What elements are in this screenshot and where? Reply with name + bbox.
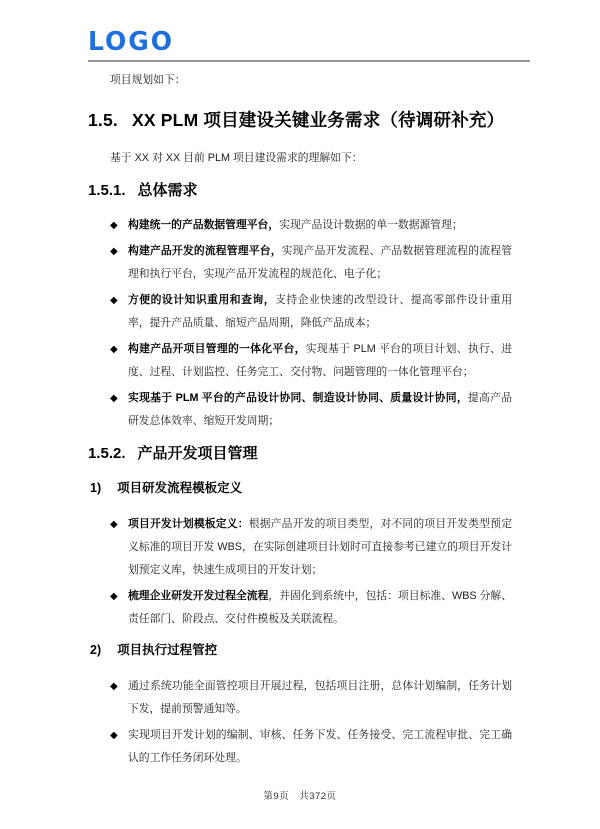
heading-number: 1.5.1.	[88, 182, 126, 199]
heading-number: 1)	[90, 481, 102, 495]
list-item	[110, 289, 512, 335]
heading-title: 项目执行过程管控	[117, 643, 218, 657]
section-heading-1-5-2	[88, 443, 512, 465]
bullet-body-text: 根据产品开发的项目类型，对不同的项目开发类型预定义标准的项目开发 WBS，在实际创建项目计划时可直接参考已建立的项目开发计划预定义库，快速生成项目的开发计划；	[128, 518, 513, 576]
bullet-lead-text: 实现基于 PLM 平台的产品设计协同、制造设计协同、质量设计协同，	[128, 392, 468, 404]
bullet-body-text: 实现基于 PLM 平台的项目计划、执行、进度、过程、计划监控、任务完工、交付物、问题管理的一体化管理平台；	[128, 343, 513, 378]
diamond-bullet-icon: ◆	[110, 246, 118, 257]
diamond-bullet-icon: ◆	[110, 681, 118, 692]
bullet-lead-text: 构建统一的产品数据管理平台，	[128, 219, 280, 231]
diamond-bullet-icon: ◆	[110, 295, 118, 306]
execution-control-list	[110, 675, 512, 770]
lead-paragraph: 基于 XX 对 XX 目前 PLM 项目建设需求的理解如下：	[110, 152, 363, 164]
list-item	[110, 513, 512, 582]
bullet-body-text: 支持企业快速的改型设计、提高零部件设计重用率，提升产品质量、缩短产品周期，降低产品成本；	[128, 294, 513, 329]
diamond-bullet-icon: ◆	[110, 220, 118, 231]
bullet-body-text: ，并固化到系统中，包括：项目标准、WBS 分解、责任部门、阶段点、交付件模板及关联流程。	[128, 590, 513, 625]
bullet-lead-text: 梳理企业研发开发过程全流程	[128, 590, 269, 602]
list-item	[110, 240, 512, 286]
bullet-body-text: 提高产品研发总体效率、缩短开发周期；	[128, 392, 512, 427]
bullet-lead-text: 项目开发计划模板定义：	[128, 518, 249, 530]
bullet-body-text: 实现产品设计数据的单一数据源管理；	[279, 219, 463, 231]
bullet-lead-text: 方便的设计知识重用和查询，	[128, 294, 276, 306]
diamond-bullet-icon: ◆	[110, 519, 118, 530]
heading-title: XX PLM 项目建设关键业务需求（待调研补充）	[132, 110, 505, 130]
diamond-bullet-icon: ◆	[110, 344, 118, 355]
subsection-heading-1	[90, 479, 512, 497]
bullet-lead-text: 构建产品开发的流程管理平台，	[128, 245, 282, 257]
page-content	[0, 28, 600, 770]
list-item	[110, 585, 512, 631]
list-item	[110, 675, 512, 721]
header-divider-line	[88, 60, 530, 62]
subsection-heading-2	[90, 641, 512, 659]
template-definition-list	[110, 513, 512, 631]
intro-paragraph: 项目规划如下：	[110, 74, 186, 86]
list-item	[110, 387, 512, 433]
diamond-bullet-icon: ◆	[110, 393, 118, 404]
heading-number: 1.5.	[88, 110, 118, 130]
list-item	[110, 338, 512, 384]
list-item	[110, 724, 512, 770]
company-logo: LOGO	[88, 26, 175, 56]
diamond-bullet-icon: ◆	[110, 591, 118, 602]
section-heading-1-5	[88, 108, 512, 132]
bullet-body-text: 实现项目开发计划的编制、审核、任务下发、任务接受、完工流程审批、完工确认的工作任务闭环处理。	[128, 729, 512, 764]
heading-title: 总体需求	[137, 182, 198, 199]
heading-title: 项目研发流程模板定义	[117, 481, 243, 495]
bullet-body-text: 实现产品开发流程、产品数据管理流程的流程管理和执行平台，实现产品开发流程的规范化、电子化；	[128, 245, 512, 280]
bullet-lead-text: 构建产品开项目管理的一体化平台，	[128, 343, 306, 355]
section-heading-1-5-1	[88, 180, 512, 202]
list-item	[110, 214, 512, 237]
bullet-body-text: 通过系统功能全面管控项目开展过程，包括项目注册，总体计划编制，任务计划下发，提前预警通知等。	[128, 680, 512, 715]
page-number-footer: 第9页 共372页	[263, 791, 337, 802]
heading-title: 产品开发项目管理	[137, 445, 258, 462]
heading-number: 2)	[90, 643, 102, 657]
diamond-bullet-icon: ◆	[110, 730, 118, 741]
heading-number: 1.5.2.	[88, 445, 126, 462]
overall-requirements-list	[110, 214, 512, 433]
